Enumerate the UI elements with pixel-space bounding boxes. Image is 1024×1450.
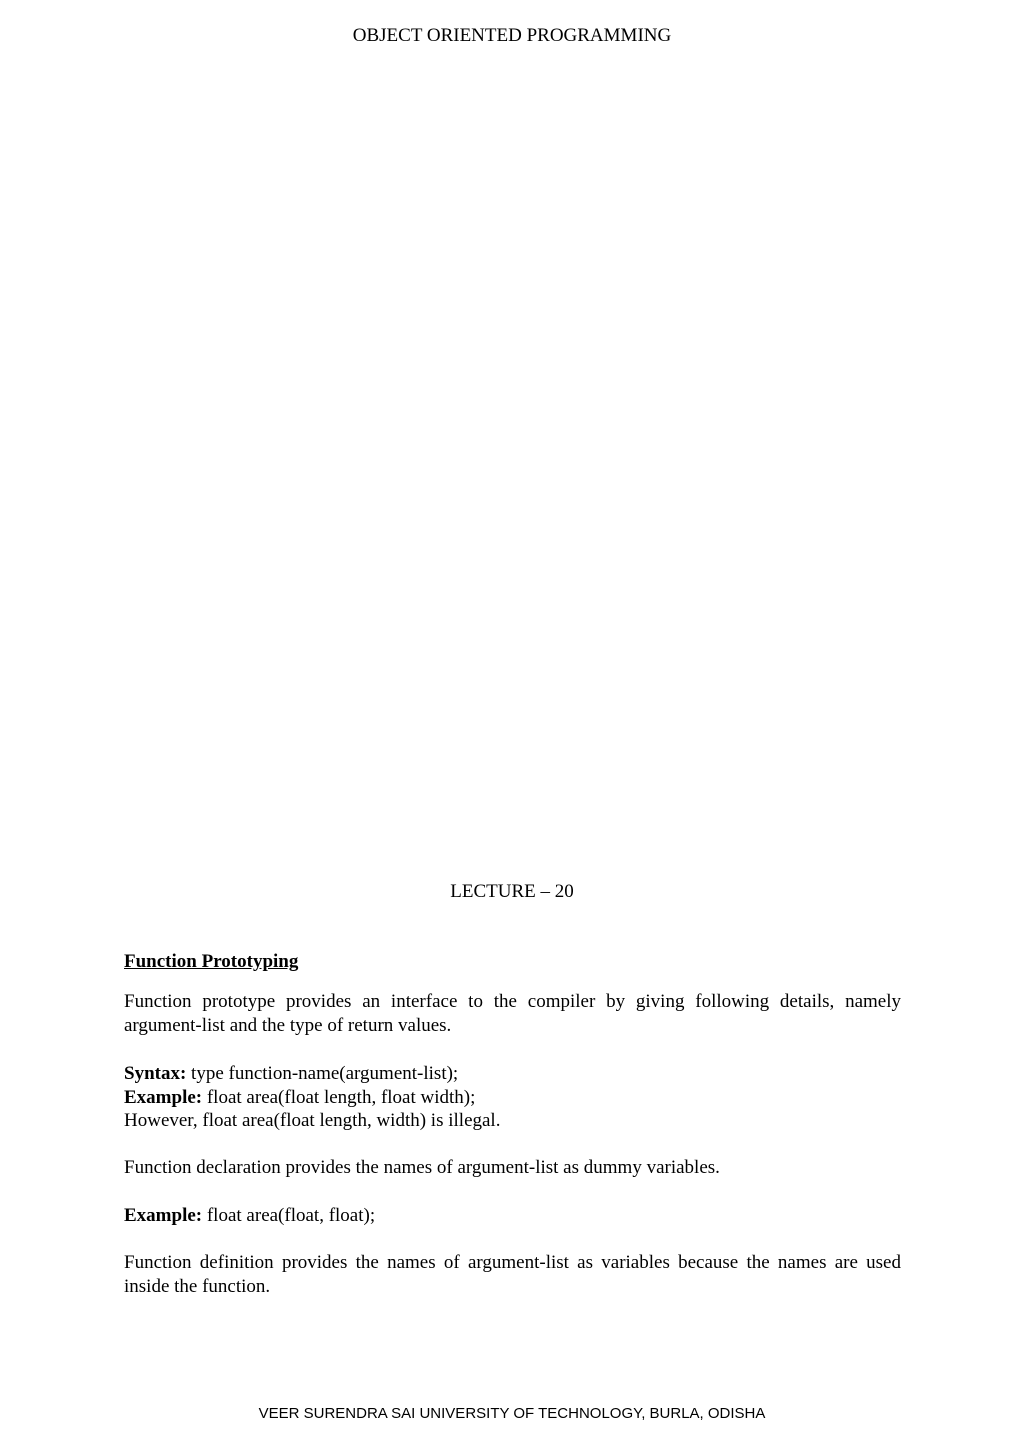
example-text: float area(float length, float width); [202,1086,476,1108]
example-line [124,1086,901,1110]
example-label: Example: [124,1086,203,1108]
intro-paragraph: Function prototype provides an interface to the compiler by giving following details, namely argument-list and the type of return values. [124,991,901,1036]
lecture-number: LECTURE – 20 [450,881,574,902]
syntax-block [124,1062,901,1133]
second-example-text: float area(float, float); [202,1205,376,1226]
however-line: However, float area(float length, width) is illegal. [124,1110,501,1131]
second-example [124,1204,901,1228]
syntax-label: Syntax: [124,1063,187,1084]
syntax-line [124,1062,901,1086]
page-footer: VEER SURENDRA SAI UNIVERSITY OF TECHNOLOGY, BURLA, ODISHA [258,1405,766,1422]
second-example-label: Example: [124,1205,203,1226]
page-header: OBJECT ORIENTED PROGRAMMING [352,25,672,46]
syntax-text: type function-name(argument-list); [186,1063,459,1084]
section-title: Function Prototyping [124,951,299,972]
definition-paragraph: Function definition provides the names of argument-list as variables because the names are used inside the function. [124,1252,901,1297]
declaration-paragraph: Function declaration provides the names of argument-list as dummy variables. [124,1157,720,1178]
